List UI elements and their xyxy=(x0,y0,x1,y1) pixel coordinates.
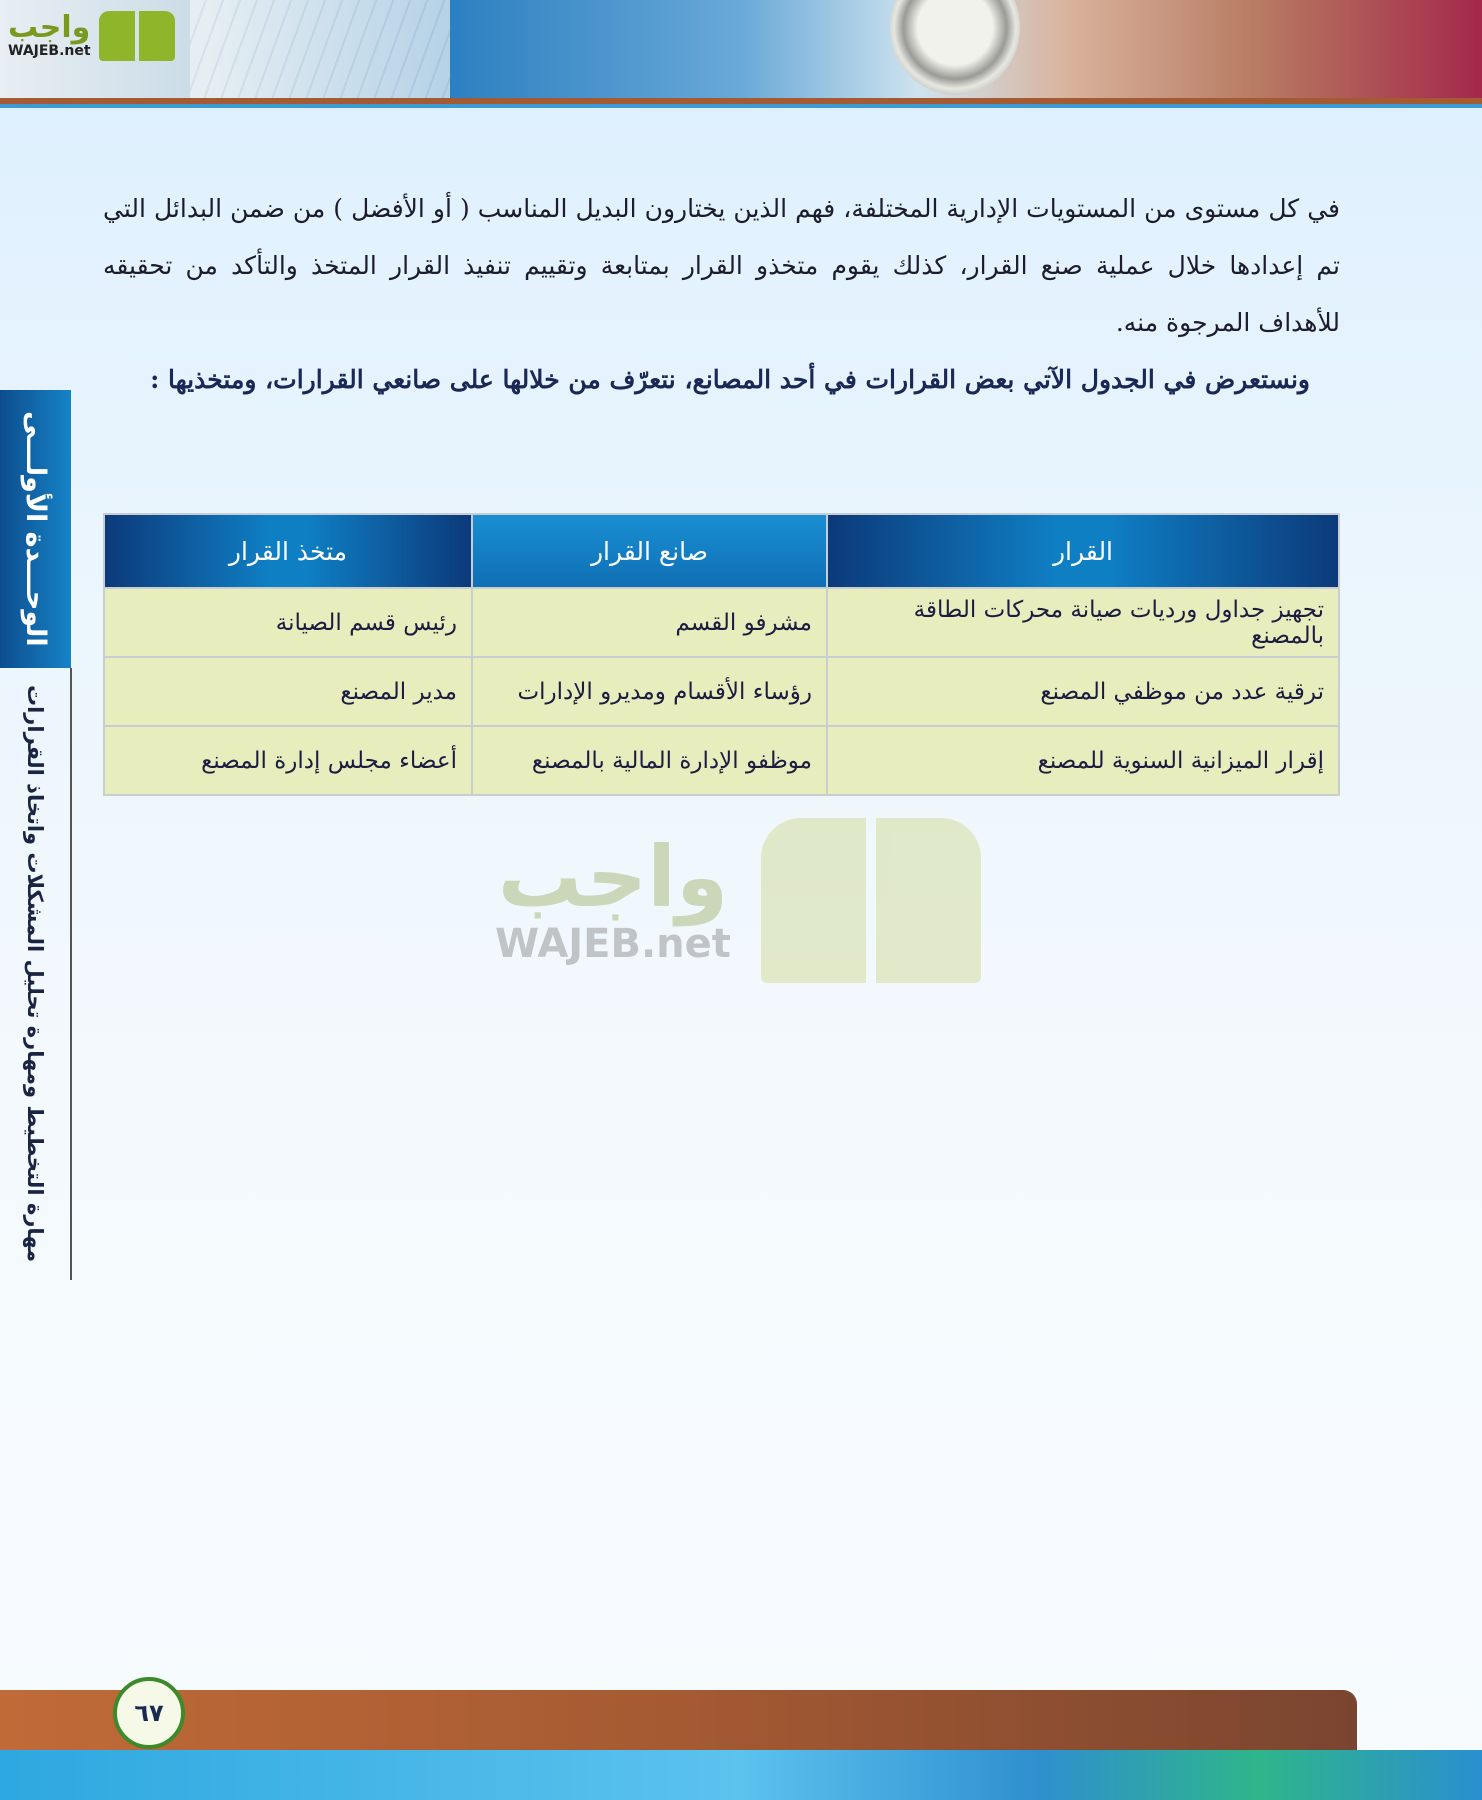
decisions-table xyxy=(103,513,1340,796)
ruler-image xyxy=(190,0,450,100)
footer-bar xyxy=(0,1690,1357,1750)
watermark-latin: WAJEB.net xyxy=(495,921,731,967)
chapter-title-vertical xyxy=(0,668,72,1280)
header-decision-maker: صانع القرار xyxy=(472,514,827,588)
header-decision-taker: متخذ القرار xyxy=(104,514,472,588)
body-text xyxy=(103,180,1340,408)
cell-decision: تجهيز جداول ورديات صيانة محركات الطاقة بالمصنع xyxy=(827,588,1339,657)
cell-maker: موظفو الإدارة المالية بالمصنع xyxy=(472,726,827,795)
cell-decision: إقرار الميزانية السنوية للمصنع xyxy=(827,726,1339,795)
unit-label: الوحـــدة الأولـــى xyxy=(20,411,51,647)
cell-taker: مدير المصنع xyxy=(104,657,472,726)
table-row xyxy=(104,657,1339,726)
book-icon xyxy=(97,7,177,65)
watermark-book-icon xyxy=(761,818,981,983)
header-banner xyxy=(0,0,1482,100)
cell-decision: ترقية عدد من موظفي المصنع xyxy=(827,657,1339,726)
table-row xyxy=(104,588,1339,657)
cell-maker: مشرفو القسم xyxy=(472,588,827,657)
lead-paragraph: ونستعرض في الجدول الآتي بعض القرارات في أحد المصانع، نتعرّف من خلالها على صانعي القرارات، ومتخذيها : xyxy=(150,365,1310,394)
header-decision: القرار xyxy=(827,514,1339,588)
paragraph: في كل مستوى من المستويات الإدارية المختلفة، فهم الذين يختارون البديل المناسب ( أو الأفضل ) من ضمن البدائل التي تم إعدادها خلال عملية صنع القرار، كذلك يقوم متخذو القرار بمتابعة وتقييم تنفيذ القرار المتخذ والتأكد من تحقيقه للأهداف المرجوة منه. xyxy=(103,194,1340,337)
logo-text xyxy=(8,10,91,59)
chapter-title: مهارة التخطيط ومهارة تحليل المشكلات واتخاذ القرارات xyxy=(23,685,47,1263)
cell-maker: رؤساء الأقسام ومديرو الإدارات xyxy=(472,657,827,726)
page-number: ٦٧ xyxy=(113,1677,185,1749)
header-divider-blue xyxy=(0,104,1482,108)
unit-tab xyxy=(0,390,71,668)
cell-taker: رئيس قسم الصيانة xyxy=(104,588,472,657)
watermark-text xyxy=(495,828,731,967)
table-header-row xyxy=(104,514,1339,588)
table-row xyxy=(104,726,1339,795)
stopwatch-image xyxy=(890,0,1020,95)
watermark-arabic: واجب xyxy=(497,828,729,926)
watermark xyxy=(495,815,995,985)
footer-band xyxy=(0,1750,1482,1800)
logo-latin: WAJEB.net xyxy=(8,43,91,59)
logo-arabic: واجب xyxy=(8,10,91,45)
cell-taker: أعضاء مجلس إدارة المصنع xyxy=(104,726,472,795)
wajeb-logo[interactable] xyxy=(8,4,188,68)
